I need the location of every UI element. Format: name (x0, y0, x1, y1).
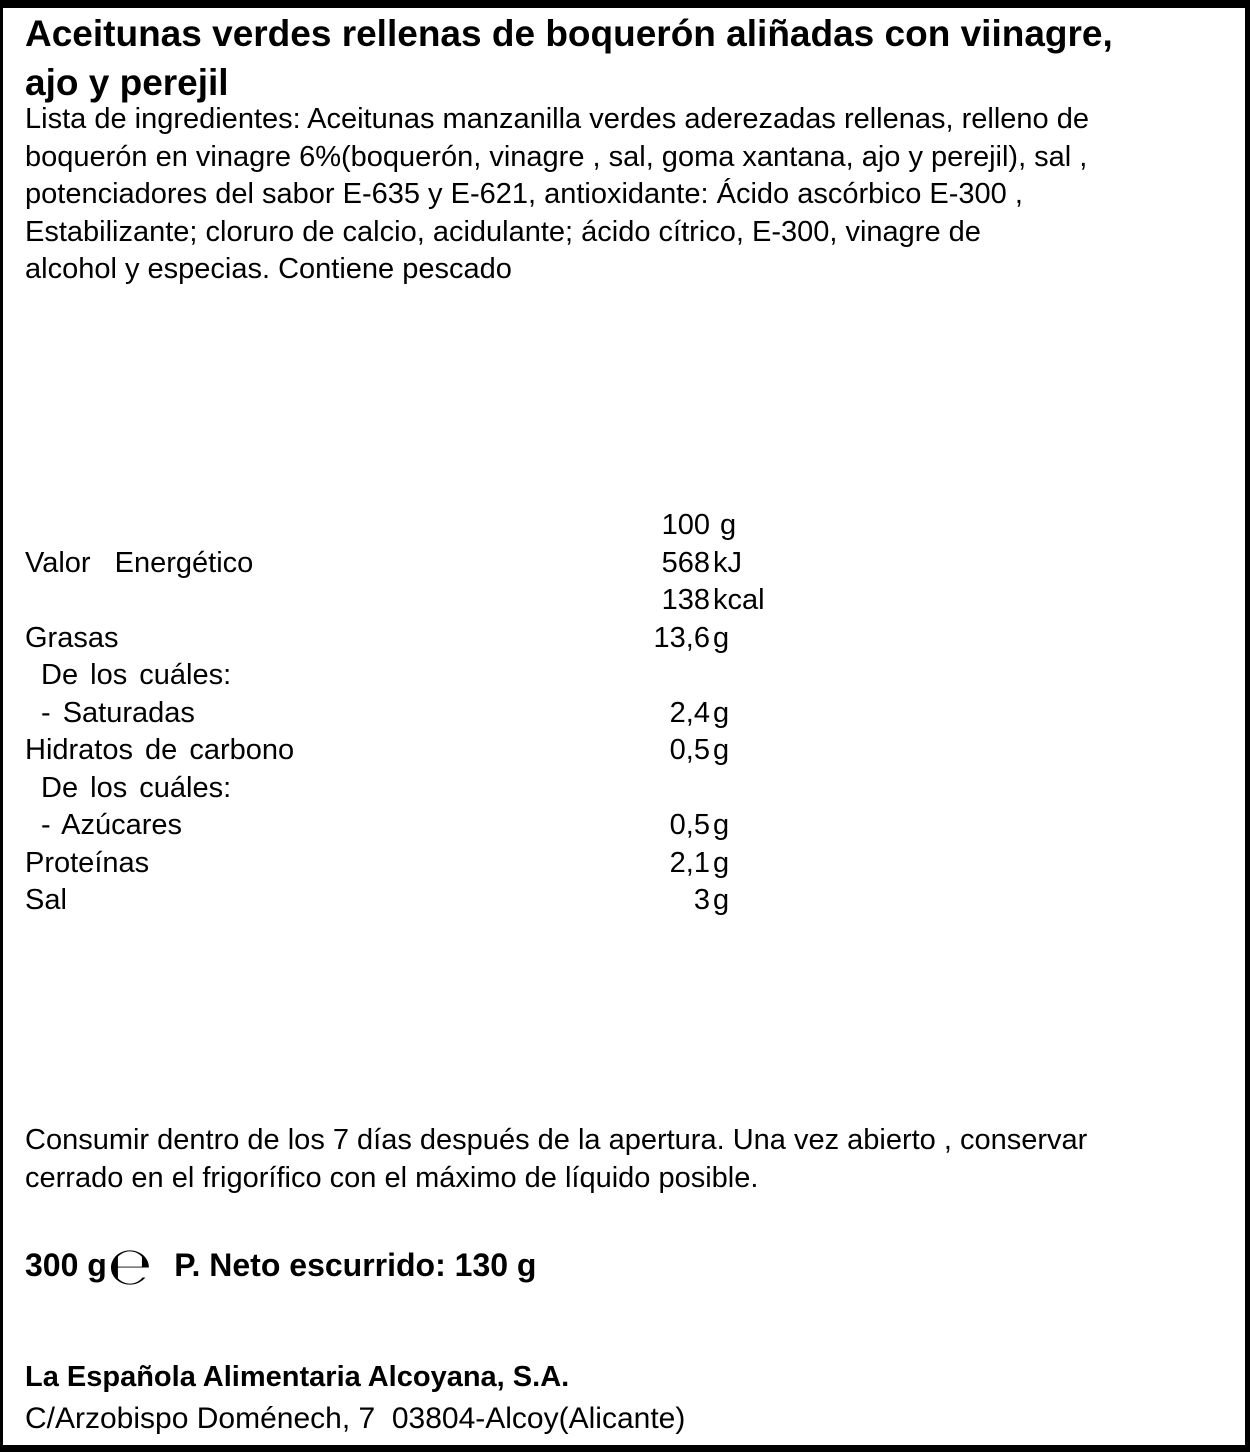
nutrition-label: - Saturadas (41, 696, 195, 729)
nutrition-value: 568 (661, 546, 710, 579)
nutrition-unit: kcal (713, 584, 765, 616)
ingredients-list (25, 101, 1089, 289)
ingredients-line: Lista de ingredientes: Aceitunas manzanilla verdes aderezadas rellenas, relleno de (25, 103, 1089, 135)
nutrition-row-carbohydrate (3, 732, 1245, 770)
nutrition-label: - Azúcares (41, 809, 182, 841)
nutrition-unit: g (713, 621, 730, 654)
manufacturer-name: La Española Alimentaria Alcoyana, S.A. (25, 1361, 570, 1393)
drained-weight-value: P. Neto escurrido: 130 g (174, 1247, 537, 1283)
nutrition-table (3, 507, 1245, 920)
nutrition-value: 2,4 (669, 696, 710, 729)
nutrition-unit: g (713, 846, 730, 879)
net-weight-line (25, 1237, 537, 1297)
storage-line: cerrado en el frigorífico con el máximo de líquido posible. (25, 1161, 759, 1194)
product-title (25, 9, 1113, 107)
nutrition-label: Proteínas (25, 846, 150, 879)
nutrition-header-value: 100 (661, 509, 710, 541)
nutrition-row-of-which-fat (3, 657, 1245, 695)
ingredients-line: potenciadores del sabor E-635 y E-621, antioxidante: Ácido ascórbico E-300 , (25, 178, 1023, 210)
storage-line: Consumir dentro de los 7 días después de la apertura. Una vez abierto , conservar (25, 1124, 1088, 1156)
nutrition-label: Sal (25, 884, 67, 916)
nutrition-row-energy-kcal (3, 582, 1245, 620)
nutrition-row-fat (3, 620, 1245, 658)
nutrition-unit: g (713, 884, 730, 916)
product-title-line1: Aceitunas verdes rellenas de boquerón aliñadas con viinagre, (25, 13, 1113, 54)
nutrition-value: 13,6 (653, 621, 710, 654)
nutrition-value: 3 (693, 884, 710, 916)
nutrition-row-saturates (3, 695, 1245, 733)
nutrition-label: Valor Energético (25, 546, 254, 579)
nutrition-value: 0,5 (669, 734, 710, 766)
nutrition-unit: kJ (713, 546, 742, 579)
nutrition-row-energy-kj (3, 545, 1245, 583)
nutrition-row-sugars (3, 807, 1245, 845)
nutrition-header-unit: g (720, 509, 737, 541)
ingredients-line: Estabilizante; cloruro de calcio, acidulante; ácido cítrico, E-300, vinagre de (25, 215, 981, 248)
product-title-line2: ajo y perejil (25, 62, 229, 103)
nutrition-column-header-row (3, 507, 1245, 545)
nutrition-label: Hidratos de carbono (25, 734, 295, 766)
net-weight-value: 300 g (25, 1247, 107, 1283)
nutrition-label: Grasas (25, 621, 119, 654)
storage-instructions (25, 1122, 1087, 1197)
nutrition-value: 2,1 (669, 846, 710, 879)
nutrition-row-of-which-carbs (3, 770, 1245, 808)
nutrition-value: 138 (661, 584, 710, 616)
ingredients-line: alcohol y especias. Contiene pescado (25, 253, 512, 285)
nutrition-row-protein (3, 845, 1245, 883)
manufacturer-address: C/Arzobispo Doménech, 7 03804-Alcoy(Alicante) (25, 1402, 686, 1435)
nutrition-unit: g (713, 734, 730, 766)
nutrition-unit: g (713, 696, 730, 729)
ingredients-line: boquerón en vinagre 6%(boquerón, vinagre , sal, goma xantana, ajo y perejil), sal , (25, 140, 1088, 173)
nutrition-value: 0,5 (669, 809, 710, 841)
nutrition-label: De los cuáles: (41, 659, 232, 691)
nutrition-unit: g (713, 809, 730, 841)
nutrition-row-salt (3, 882, 1245, 920)
nutrition-label: De los cuáles: (41, 771, 232, 804)
estimated-sign-icon: ℮ (107, 1237, 153, 1297)
